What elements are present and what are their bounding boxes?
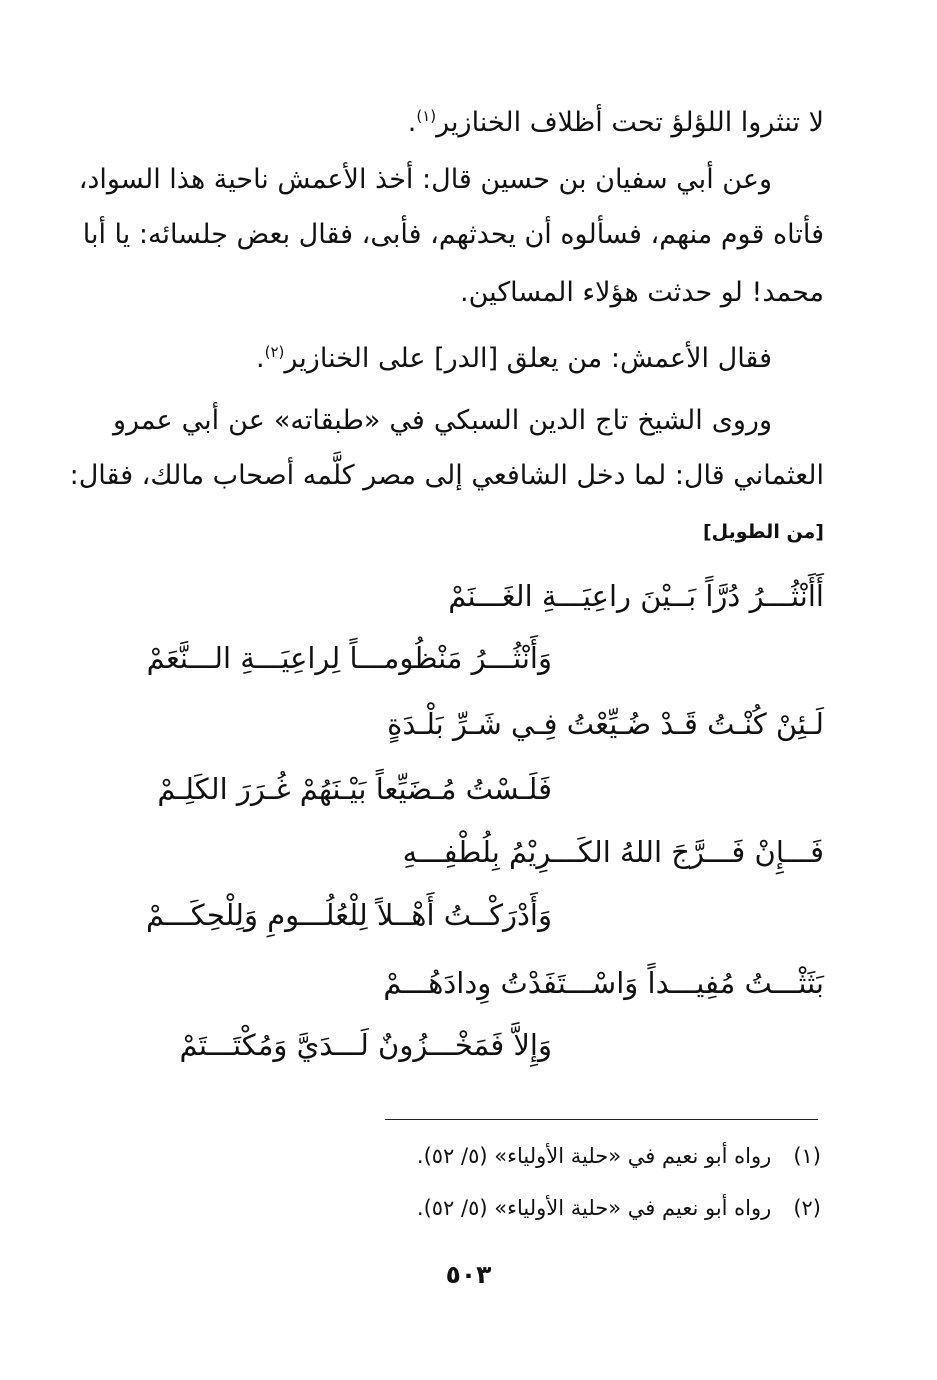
text-line-5: فقال الأعمش: من يعلق [الدر] على الخنازير$^{(٢)}$. [256,343,772,374]
footnote-ref-1: (١) [416,107,437,125]
verse-3: لَـئِنْ كُنْـتُ قَـدْ ضُـيِّعْتُ فِـي شَـرِّ بَلْـدَةٍ [387,707,824,741]
footnote-1 [417,1141,821,1171]
footnote-ref-2: (٢) [264,343,285,361]
verse-1: أَأَنْثُـــرُ دُرَّاً بَــيْنَ راعِيَـــةِ الغَـــنَمْ [448,579,824,613]
text-line-1: لا تنثروا اللؤلؤ تحت أظلاف الخنازير$^{(١)}$. [407,107,824,138]
verse-4: فَلَـسْتُ مُـضَيِّعاً بَيْـنَهُمْ غُـرَرَ الكَلِـمْ [157,772,552,806]
text-line-2: وعن أبي سفيان بن حسين قال: أخذ الأعمش ناحية هذا السواد، [78,164,772,195]
text-line-6: وروى الشيخ تاج الدين السبكي في «طبقاته» عن أبي عمرو [113,405,772,436]
text-line-7: العثماني قال: لما دخل الشافعي إلى مصر كلَّمه أصحاب مالك، فقال: [69,460,824,491]
footnote-text: رواه أبو نعيم في «حلية الأولياء» (٥/ ٥٢). [416,1144,772,1168]
text-line-4: محمد! لو حدثت هؤلاء المساكين. [460,277,824,308]
verse-8: وَإِلاَّ فَمَخْـــزُونٌ لَـــدَيَّ وَمُكْتَـــتَمْ [179,1028,552,1062]
verse-7: بَثَثْـــتُ مُفِيـــداً وَاسْـــتَفَدْتُ وِدادَهُـــمْ [383,966,824,1000]
page-number: ٥٠٣ [445,1260,492,1289]
verse-2: وَأَنْثُـــرُ مَنْظُومـــاً لِراعِيَـــةِ الـــنَّعَمْ [146,641,552,675]
footnote-divider [385,1119,818,1120]
footnote-number: (٢) [793,1196,821,1220]
verse-5: فَـــإِنْ فَـــرَّجَ اللهُ الكَـــرِيْمُ بِلُطْفِـــهِ [402,835,824,869]
footnote-number: (١) [793,1144,821,1168]
meter-label: [من الطويل] [702,521,824,543]
text-line-3: فأتاه قوم منهم، فسألوه أن يحدثهم، فأبى، فقال بعض جلسائه: يا أبا [82,219,824,250]
footnote-text: رواه أبو نعيم في «حلية الأولياء» (٥/ ٥٢). [416,1196,772,1220]
footnote-2 [417,1193,821,1223]
verse-6: وَأَدْرَكْــتُ أَهْــلاً لِلْعُلُـــومِ وَلِلْحِكَـــمْ [146,898,552,932]
